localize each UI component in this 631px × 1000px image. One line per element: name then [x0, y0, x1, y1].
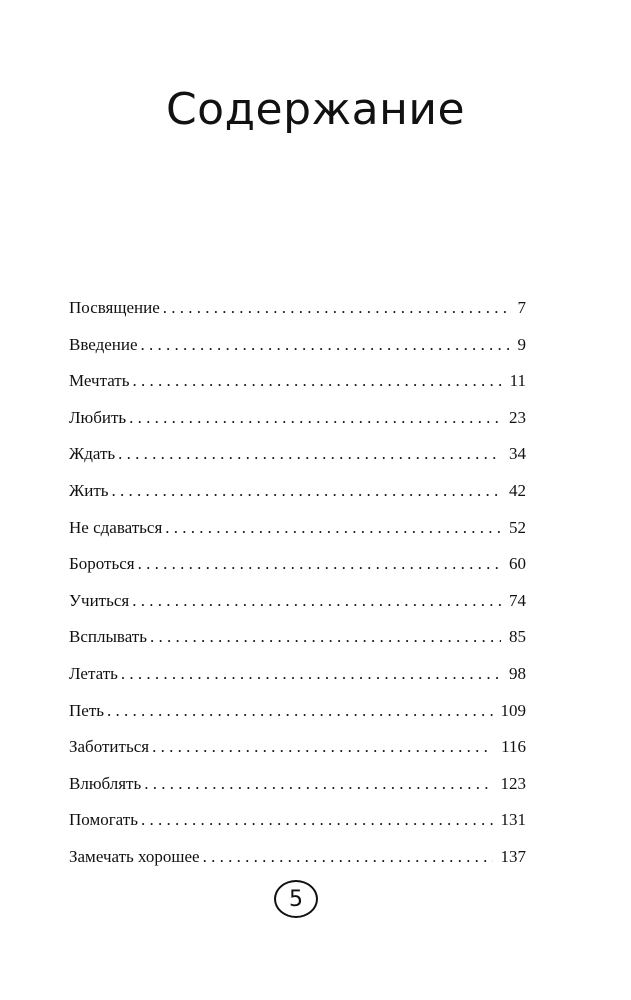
toc-entry[interactable]: [69, 802, 526, 839]
toc-entry-page: 23: [509, 407, 526, 427]
toc-dot-leader: [118, 436, 501, 473]
toc-entry[interactable]: [69, 656, 526, 693]
toc-entry-page: 137: [500, 846, 526, 866]
toc-entry[interactable]: [69, 363, 526, 400]
toc-dot-leader: [133, 363, 502, 400]
toc-dot-leader: [203, 839, 493, 876]
toc-dot-leader: [163, 290, 510, 327]
toc-entry-page: 98: [509, 663, 526, 683]
toc-entry-title: Замечать хорошее: [69, 846, 200, 866]
toc-entry-title: Любить: [69, 407, 127, 427]
toc-entry-page: 11: [509, 371, 526, 391]
toc-entry-page: 116: [501, 737, 526, 757]
toc-entry-title: Бороться: [69, 554, 135, 574]
toc-dot-leader: [132, 583, 501, 620]
toc-entry[interactable]: [69, 436, 526, 473]
toc-entry-page: 85: [509, 627, 526, 647]
toc-entry-page: 74: [509, 590, 526, 610]
toc-entry-title: Мечтать: [69, 371, 130, 391]
toc-entry[interactable]: [69, 693, 526, 730]
toc-entry[interactable]: [69, 400, 526, 437]
toc-entry[interactable]: [69, 473, 526, 510]
toc-entry-title: Введение: [69, 334, 138, 354]
toc-dot-leader: [112, 473, 501, 510]
toc-entry[interactable]: [69, 583, 526, 620]
toc-entry-title: Жить: [69, 480, 109, 500]
toc-dot-leader: [107, 693, 492, 730]
toc-entry-page: 123: [500, 773, 526, 793]
toc-entry-title: Заботиться: [69, 737, 150, 757]
toc-dot-leader: [165, 510, 501, 547]
page-number: 5: [274, 880, 318, 918]
toc-dot-leader: [150, 619, 501, 656]
toc-entry[interactable]: [69, 619, 526, 656]
toc-entry[interactable]: [69, 510, 526, 547]
toc-dot-leader: [144, 766, 492, 803]
toc-entry[interactable]: [69, 729, 526, 766]
toc-entry-title: Летать: [69, 663, 118, 683]
toc-entry[interactable]: [69, 290, 526, 327]
toc-dot-leader: [138, 546, 501, 583]
toc-entry-title: Посвящение: [69, 298, 160, 317]
toc-entry-page: 42: [509, 480, 526, 500]
toc-dot-leader: [129, 400, 501, 437]
table-of-contents: [69, 290, 526, 876]
toc-entry-page: 60: [509, 554, 526, 574]
toc-dot-leader: [141, 802, 493, 839]
toc-entry-title: Учиться: [69, 590, 130, 610]
toc-entry-page: 34: [509, 444, 526, 464]
toc-entry-title: Помогать: [69, 810, 138, 830]
toc-entry[interactable]: [69, 839, 526, 876]
toc-dot-leader: [141, 327, 510, 364]
toc-entry-title: Не сдаваться: [69, 517, 163, 537]
toc-dot-leader: [121, 656, 501, 693]
toc-entry[interactable]: [69, 546, 526, 583]
toc-dot-leader: [152, 729, 493, 766]
toc-entry-page: 52: [509, 517, 526, 537]
toc-entry-title: Петь: [69, 700, 105, 720]
toc-entry-title: Всплывать: [69, 627, 147, 647]
toc-entry-title: Ждать: [69, 444, 116, 464]
toc-entry-title: Влюблять: [69, 773, 142, 793]
toc-entry[interactable]: [69, 766, 526, 803]
toc-entry-page: 109: [500, 700, 526, 720]
toc-entry-page: 131: [500, 810, 526, 830]
toc-entry-page: 9: [517, 334, 526, 354]
toc-entry[interactable]: [69, 327, 526, 364]
page-title: Содержание: [165, 84, 466, 135]
toc-entry-page: 7: [517, 298, 526, 317]
